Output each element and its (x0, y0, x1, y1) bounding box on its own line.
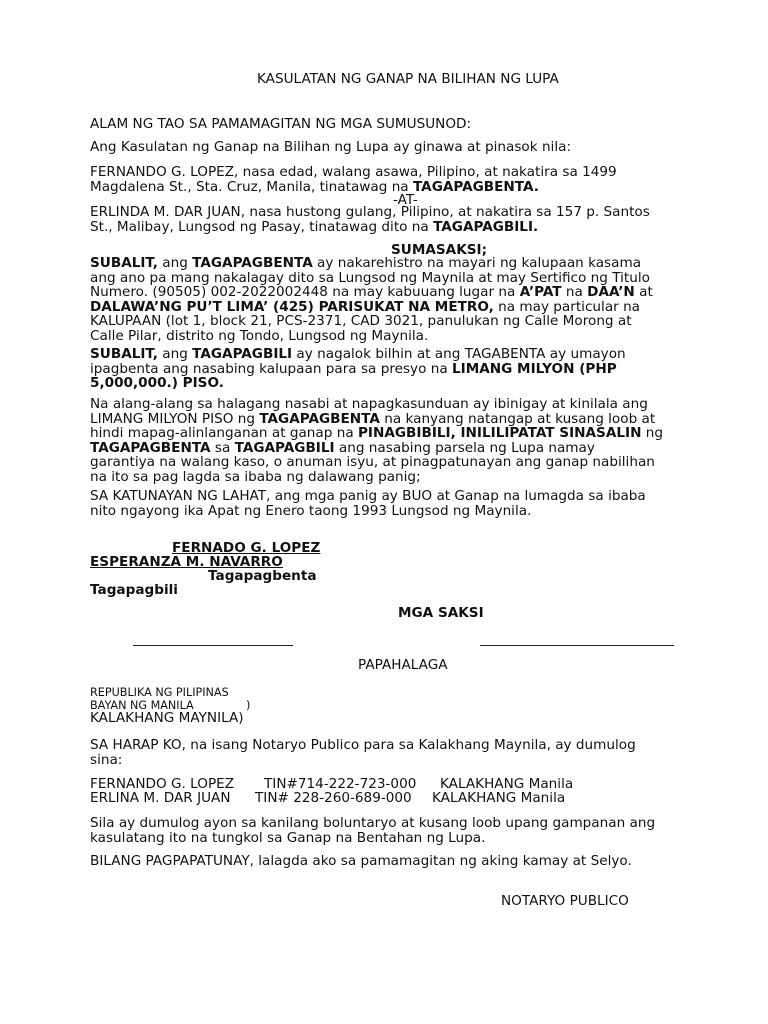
party-place: KALAKHANG Manila (432, 790, 566, 806)
party-place: KALAKHANG Manila (440, 776, 574, 792)
party-tin: TIN# 228-260-689-000 (255, 790, 412, 806)
buyer-line-1: ERLINDA M. DAR JUAN, nasa hustong gulang, Pilipino, at nakatira sa 157 p. Santos (90, 204, 650, 220)
seller-signature-name: FERNADO G. LOPEZ (172, 540, 321, 556)
seller-signature-role: Tagapagbenta (208, 568, 317, 584)
seller-paragraph (90, 165, 690, 194)
witness-1-signature-line (133, 645, 293, 646)
witnesses-heading: MGA SAKSI (398, 605, 484, 621)
party-name: ERLINA M. DAR JUAN (90, 790, 231, 806)
sumasaksi-heading: SUMASAKSI; (391, 242, 488, 258)
venue-city: BAYAN NG MANILA (90, 699, 194, 712)
seller-line-1: FERNANDO G. LOPEZ, nasa edad, walang asawa, Pilipino, at nakatira sa 1499 (90, 164, 617, 180)
papahalaga-heading: PAPAHALAGA (358, 657, 448, 673)
paragraph-consideration: Na alang-alang sa halagang nasabi at napagkasunduan ay ibinigay at kinilala ang LIMANG MILYON PISO ng TAGAPAGBENTA na kanyang natangap at kusang loob at hindi mapag-alinlanganan at ganap na PINAGBIBILI, INILILIPATAT SINASALIN ng TAGAPAGBENTA sa TAGAPAGBILI ang nasabing parsela ng Lupa namay garantiya na walang kaso, o anuman isyu, at pinagpatunayan ang ganap nabilihan na ito sa pag lagda sa ibaba ng dalawang panig; (90, 396, 664, 485)
attestation: BILANG PAGPAPATUNAY, lalagda ako sa pamamagitan ng aking kamay at Selyo. (90, 853, 632, 869)
intro-sentence: Ang Kasulatan ng Ganap na Bilihan ng Lupa ay ginawa at pinasok nila: (90, 139, 572, 155)
party-name: FERNANDO G. LOPEZ (90, 776, 235, 792)
paragraph-subalit-1: SUBALIT, ang TAGAPAGBENTA ay nakarehistro na mayari ng kalupaan kasama ang ano pa mang nakalagay dito sa Lungsod ng Maynila at may Sertifico ng Titulo Numero. (90505) 002-2022002448 na may kabuuang lugar na A’PAT na DAA’N at DALAWA’NG PU’T LIMA’ (425) PARISUKAT NA METRO, na may particular na KALUPAAN (lot 1, block 21, PCS-2371, CAD 3021, panulukan ng Calle Morong at Calle Pilar, distrito ng Tondo, Lungsod ng Maynila. (90, 255, 653, 344)
notary-signature-label: NOTARYO PUBLICO (501, 893, 629, 909)
buyer-paragraph (90, 205, 690, 234)
seller-line-2: Magdalena St., Sta. Cruz, Manila, tinatawag na TAGAPAGBENTA. (90, 178, 539, 195)
venue-city-paren: ) (246, 699, 251, 712)
paragraph-subalit-2: SUBALIT, ang TAGAPAGBILI ay nagalok bilhin at ang TAGABENTA ay umayon ipagbenta ang nasabing kalupaan para sa presyo na LIMANG MILYON (PHP 5,000,000.) PISO. (90, 346, 626, 391)
buyer-signature-name: ESPERANZA M. NAVARRO (90, 554, 283, 570)
witness-2-signature-line (480, 645, 674, 646)
venue-metro: KALAKHANG MAYNILA) (90, 710, 244, 726)
voluntary-statement: Sila ay dumulog ayon sa kanilang boluntaryo at kusang loob upang gampanan ang kasulatang ito na tungkol sa Ganap na Bentahan ng Lupa. (90, 815, 656, 846)
buyer-role: TAGAPAGBILI. (433, 218, 539, 235)
document-title: KASULATAN NG GANAP NA BILIHAN NG LUPA (257, 71, 559, 87)
at-separator: -AT- (393, 192, 418, 208)
buyer-signature-role: Tagapagbili (90, 582, 178, 598)
venue-republic: REPUBLIKA NG PILIPINAS (90, 686, 229, 699)
party-tin: TIN#714-222-723-000 (264, 776, 417, 792)
seller-role: TAGAPAGBENTA. (412, 178, 539, 195)
buyer-line-2: St., Malibay, Lungsod ng Pasay, tinatawag dito na TAGAPAGBILI. (90, 218, 539, 235)
notary-intro: SA HARAP KO, na isang Notaryo Publico para sa Kalakhang Maynila, ay dumulog sina: (90, 737, 636, 768)
paragraph-katunayan: SA KATUNAYAN NG LAHAT, ang mga panig ay BUO at Ganap na lumagda sa ibaba nito ngayong ika Apat ng Enero taong 1993 Lungsod ng Maynila. (90, 488, 646, 519)
intro-heading: ALAM NG TAO SA PAMAMAGITAN NG MGA SUMUSUNOD: (90, 116, 472, 132)
